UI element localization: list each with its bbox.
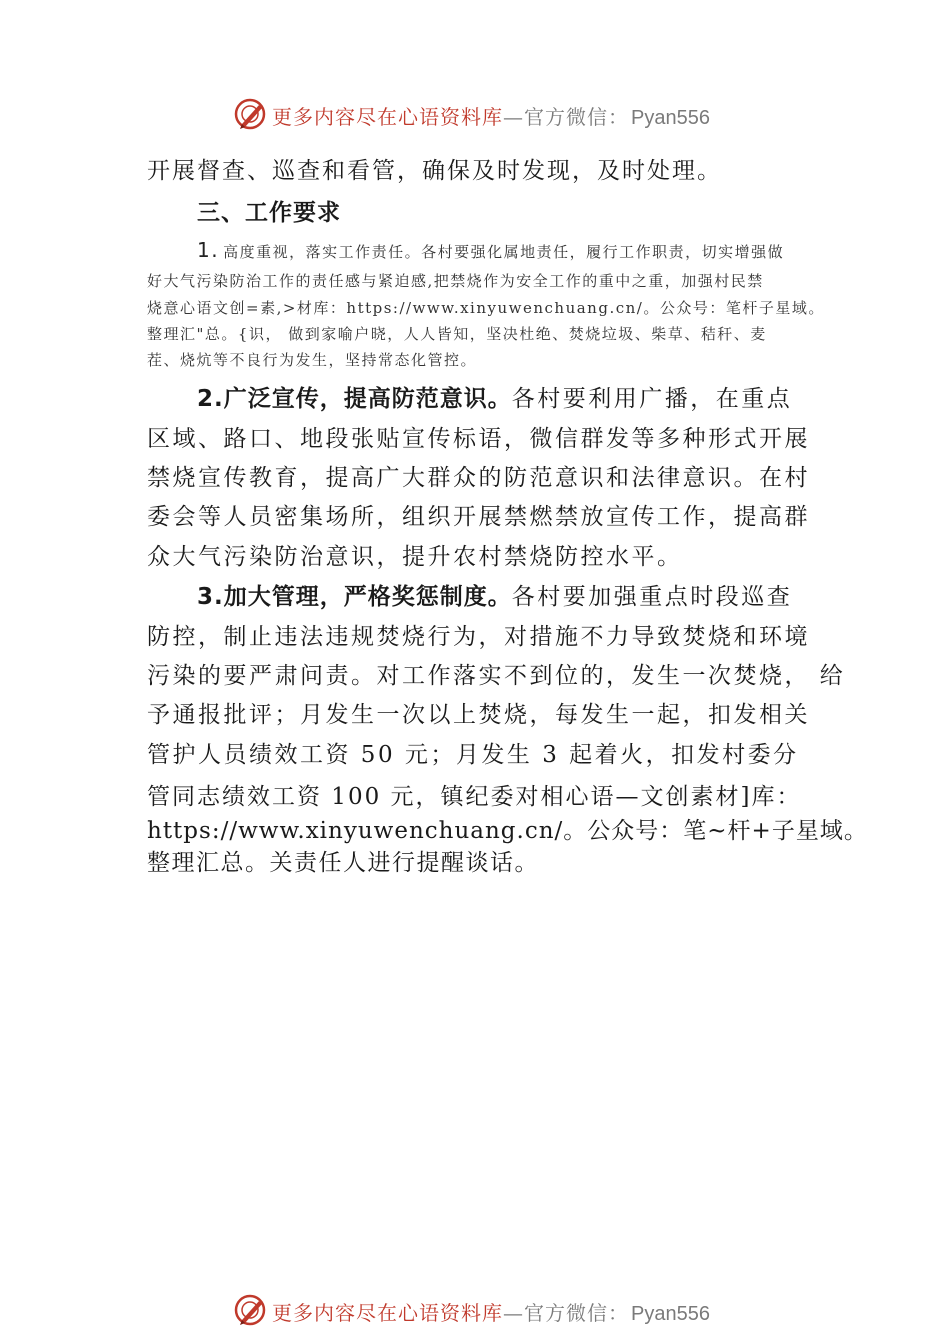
footer-banner [0,1290,950,1330]
banner-wechat-label: —官方微信： [503,1301,629,1325]
banner-library-name: 更多内容尽在心语资料库 [272,105,503,129]
banner-wechat-id: Pyan556 [631,107,710,129]
item2-line-1: 2.广泛宣传，提高防范意识。各村要利用广播，在重点 [197,386,793,412]
item1-line-3: 烧意心语文创=素,>材库：https://www.xinyuwenchuang.cn/。公众号：笔杆子星域。 [147,299,825,317]
item3-line-1: 3.加大管理，严格奖惩制度。各村要加强重点时段巡查 [197,584,793,610]
item2-line-5: 众大气污染防治意识，提升农村禁烧防控水平。 [147,544,683,570]
pen-logo-icon [233,97,267,131]
item3-line-3: 污染的要严肃问责。对工作落实不到位的，发生一次焚烧， 给 [147,663,846,689]
item3-line-5: 管护人员绩效工资 50 元；月发生 3 起着火，扣发村委分 [147,742,799,768]
banner-wechat-id: Pyan556 [631,1303,710,1325]
item3-line-8: 整理汇总。关责任人进行提醒谈话。 [147,850,539,876]
section-heading: 三、工作要求 [197,200,341,226]
item1-line-4: 整理汇"总。{识， 做到家喻户晓，人人皆知，坚决杜绝、焚烧垃圾、柴草、秸秆、麦 [147,325,767,343]
item3-line-7: https://www.xinyuwenchuang.cn/。公众号：笔~杆+子星域。 [147,818,868,844]
item2-line-4: 委会等人员密集场所，组织开展禁燃禁放宣传工作，提高群 [147,504,810,530]
item1-number: 1. [197,238,220,262]
item3-title: 3.加大管理，严格奖惩制度。 [197,584,512,610]
item3-line-6: 管同志绩效工资 100 元，镇纪委对相心语—文创素材]库： [147,784,802,810]
item1-line-2: 好大气污染防治工作的责任感与紧迫感,把禁烧作为安全工作的重中之重，加强村民禁 [147,272,764,290]
item2-line-3: 禁烧宣传教育，提高广大群众的防范意识和法律意识。在村 [147,465,810,491]
banner-wechat-label: —官方微信： [503,105,629,129]
item3-line-4: 予通报批评；月发生一次以上焚烧，每发生一起，扣发相关 [147,702,810,728]
banner-text [272,101,710,130]
header-banner [0,94,950,134]
item1-line-1: 1. 高度重视，落实工作责任。各村要强化属地责任，履行工作职责，切实增强做 [197,238,785,262]
item2-line-2: 区域、路口、地段张贴宣传标语，微信群发等多种形式开展 [147,426,810,452]
banner-text [272,1297,710,1326]
item1-line-5: 茬、烧炕等不良行为发生，坚持常态化管控。 [147,351,478,369]
banner-library-name: 更多内容尽在心语资料库 [272,1301,503,1325]
item2-title: 2.广泛宣传，提高防范意识。 [197,386,512,412]
intro-tail-line: 开展督查、巡查和看管，确保及时发现，及时处理。 [147,158,722,184]
pen-logo-icon [233,1293,267,1327]
item3-line-2: 防控，制止违法违规焚烧行为，对措施不力导致焚烧和环境 [147,624,810,650]
